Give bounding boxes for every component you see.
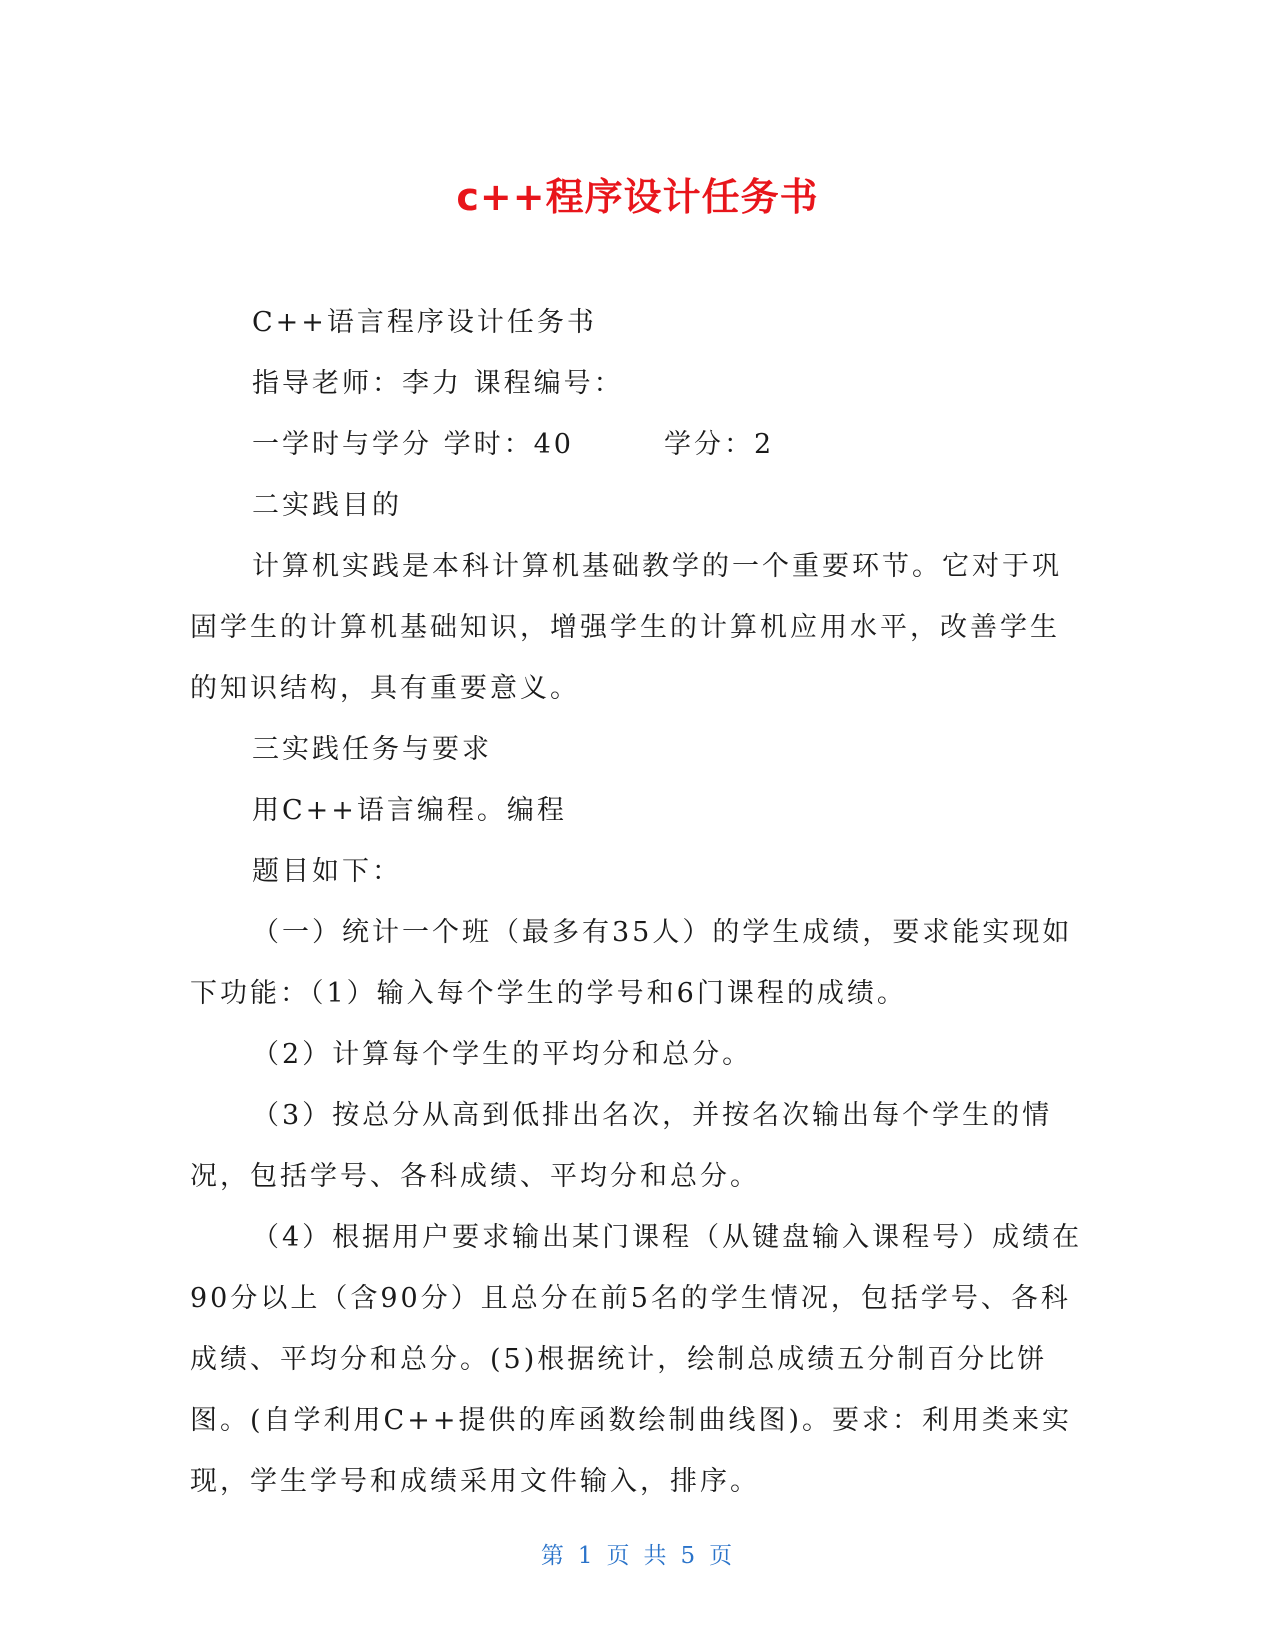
footer-total-label: 页 — [709, 1543, 735, 1569]
footer-total-prefix: 共 — [643, 1543, 669, 1569]
page-footer — [0, 1537, 1275, 1570]
footer-total-pages: 5 — [680, 1543, 698, 1569]
paragraph-topics-intro: 题目如下： — [252, 856, 402, 887]
paragraph-language: 用C++语言编程。编程 — [252, 795, 567, 826]
paragraph-task-3: （3）按总分从高到低排出名次，并按名次输出每个学生的情况，包括学号、各科成绩、平均分和总分。 — [190, 1100, 1053, 1192]
paragraph-task-2: （2）计算每个学生的平均分和总分。 — [252, 1039, 753, 1070]
section-heading-purpose: 二实践目的 — [252, 490, 402, 521]
paragraph-task-4: （4）根据用户要求输出某门课程（从键盘输入课程号）成绩在90分以上（含90分）且总分在前5名的学生情况，包括学号、各科成绩、平均分和总分。(5)根据统计，绘制总成绩五分制百分比饼图。(自学利用C++提供的库函数绘制曲线图)。要求：利用类来实现，学生学号和成绩采用文件输入，排序。 — [190, 1222, 1083, 1497]
document-body — [190, 292, 1085, 1512]
footer-page-label: 页 — [606, 1543, 632, 1569]
footer-current-page: 1 — [577, 1543, 595, 1569]
paragraph-task-1: （一）统计一个班（最多有35人）的学生成绩，要求能实现如下功能：（1）输入每个学生的学号和6门课程的成绩。 — [190, 917, 1073, 1009]
paragraph-hours-credits: 一学时与学分 学时：40 学分：2 — [252, 429, 775, 460]
document-title: c++程序设计任务书 — [456, 175, 819, 219]
section-heading-tasks: 三实践任务与要求 — [252, 734, 492, 765]
paragraph-purpose: 计算机实践是本科计算机基础教学的一个重要环节。它对于巩固学生的计算机基础知识，增强学生的计算机应用水平，改善学生的知识结构，具有重要意义。 — [190, 551, 1062, 704]
paragraph-course-name: C++语言程序设计任务书 — [252, 307, 597, 338]
footer-prefix: 第 — [540, 1543, 566, 1569]
paragraph-teacher: 指导老师：李力 课程编号： — [252, 368, 624, 399]
